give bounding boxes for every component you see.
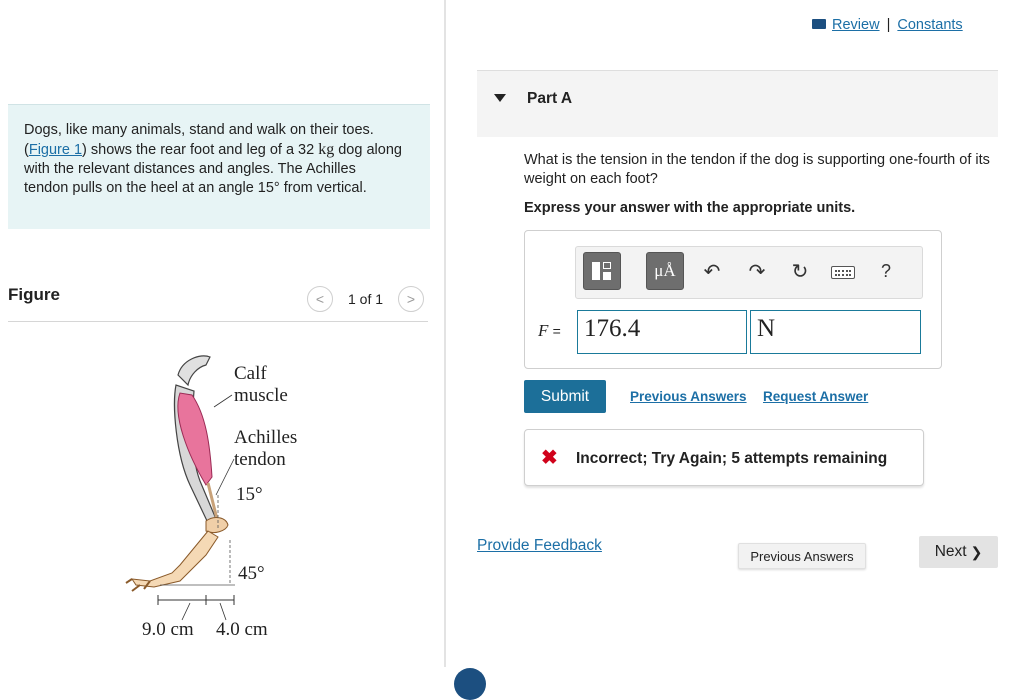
label-dist-4cm: 4.0 cm (216, 619, 268, 640)
undo-icon[interactable]: ↶ (703, 260, 721, 283)
chevron-left-icon: < (315, 291, 325, 307)
constants-link[interactable]: Constants (897, 17, 963, 33)
answer-unit-input[interactable]: N (750, 310, 921, 354)
templates-icon (592, 262, 600, 280)
chevron-right-icon: > (406, 291, 416, 307)
label-angle-45: 45° (238, 563, 265, 584)
previous-answers-link[interactable]: Previous Answers (630, 389, 747, 404)
feedback-message: Incorrect; Try Again; 5 attempts remaining (576, 450, 888, 467)
templates-button[interactable] (583, 252, 621, 290)
figure-link[interactable]: Figure 1 (28, 142, 83, 158)
figure-next-button[interactable] (398, 286, 424, 312)
question-text: What is the tension in the tendon if the dog is supporting one-fourth of its weight on each foot? (524, 152, 990, 187)
help-icon[interactable]: ? (880, 260, 891, 281)
submit-button[interactable]: Submit (524, 380, 606, 413)
provide-feedback-link[interactable]: Provide Feedback (477, 537, 602, 554)
keyboard-icon[interactable] (831, 266, 855, 279)
help-bubble-icon[interactable] (454, 668, 486, 700)
problem-statement-box (8, 104, 430, 229)
mass-unit: kg (318, 141, 335, 158)
units-icon: μÅ (654, 261, 676, 280)
figure-divider (8, 321, 428, 322)
collapse-caret-icon[interactable] (494, 94, 506, 102)
answer-variable-label: F = (538, 321, 561, 340)
label-achilles: Achilles (234, 427, 298, 448)
review-constants-links (812, 17, 963, 33)
request-answer-link[interactable]: Request Answer (763, 389, 869, 404)
redo-icon[interactable]: ↷ (748, 260, 766, 283)
separator: | (886, 17, 891, 33)
part-title: Part A (527, 90, 573, 107)
units-button[interactable] (646, 252, 684, 290)
label-muscle: muscle (234, 385, 288, 406)
dog-leg-figure (110, 345, 310, 645)
knee-bone (178, 356, 210, 385)
next-button[interactable] (919, 536, 998, 568)
figure-heading: Figure (8, 285, 60, 304)
figure-prev-button[interactable] (307, 286, 333, 312)
label-angle-15: 15° (236, 484, 263, 505)
foot-bones (132, 531, 218, 587)
heel-bone (206, 518, 228, 533)
label-tendon: tendon (234, 449, 286, 470)
review-link[interactable]: Review (832, 17, 880, 33)
previous-answers-button[interactable]: Previous Answers (738, 543, 866, 569)
panel-divider (444, 0, 446, 667)
answer-value-input[interactable]: 176.4 (577, 310, 747, 354)
chevron-right-icon: ❯ (970, 543, 983, 560)
error-x-icon: ✖ (541, 447, 558, 469)
problem-text: Dogs, like many animals, stand and walk on their toes. (Figure 1) shows the rear foot and leg of a 32 kg dog along with the relevant distances and angles. The Achilles tendon pulls on the heel at an angle 15° from vertical. (24, 122, 402, 196)
reset-icon[interactable]: ↻ (791, 260, 809, 283)
label-calf: Calf (234, 363, 267, 384)
book-icon (812, 19, 826, 29)
next-label: Next (934, 543, 967, 560)
label-dist-9cm: 9.0 cm (142, 619, 194, 640)
instruction-text: Express your answer with the appropriate units. (524, 200, 856, 216)
figure-counter: 1 of 1 (348, 291, 384, 307)
